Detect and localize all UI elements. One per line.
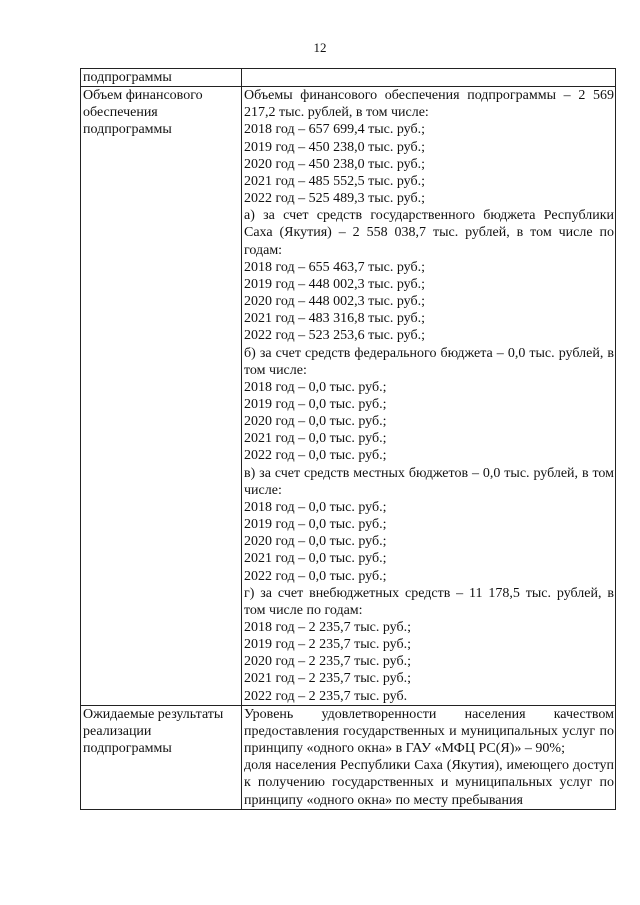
funding-year-line: 2020 год – 2 235,7 тыс. руб.; (244, 654, 411, 670)
content-paragraph: а) за счет средств государственного бюджета Республики Саха (Якутия) – 2 558 038,7 тыс. рублей, в том числе по годам: (244, 208, 614, 258)
row-content (242, 87, 616, 706)
funding-year-line: 2019 год – 0,0 тыс. руб.; (244, 396, 387, 412)
funding-year-line: 2022 год – 0,0 тыс. руб.; (244, 568, 387, 584)
funding-year-line: 2022 год – 523 253,6 тыс. руб.; (244, 328, 425, 344)
table-row (81, 69, 616, 87)
funding-year-line: 2020 год – 448 002,3 тыс. руб.; (244, 294, 425, 310)
funding-year-line: 2018 год – 0,0 тыс. руб.; (244, 379, 387, 395)
funding-year-line: 2020 год – 0,0 тыс. руб.; (244, 534, 387, 550)
funding-year-line: 2019 год – 448 002,3 тыс. руб.; (244, 276, 425, 292)
content-paragraph: г) за счет внебюджетных средств – 11 178,5 тыс. рублей, в том числе по годам: (244, 585, 614, 618)
funding-year-line: 2020 год – 450 238,0 тыс. руб.; (244, 156, 425, 172)
funding-year-line: 2018 год – 2 235,7 тыс. руб.; (244, 620, 411, 635)
row-label: подпрограммы (81, 69, 242, 87)
content-paragraph: б) за счет средств федерального бюджета – 0,0 тыс. рублей, в том числе: (244, 345, 614, 378)
table-row (81, 705, 616, 809)
funding-year-line: 2019 год – 2 235,7 тыс. руб.; (244, 637, 411, 653)
funding-year-line: 2021 год – 0,0 тыс. руб.; (244, 431, 387, 447)
funding-year-line: 2022 год – 2 235,7 тыс. руб. (244, 688, 408, 704)
content-paragraph: Объемы финансового обеспечения подпрограммы – 2 569 217,2 тыс. рублей, в том числе: (244, 88, 614, 121)
page-number: 12 (313, 40, 327, 55)
table-row (81, 87, 616, 706)
content-paragraph: Уровень удовлетворенности населения качеством предоставления государственных и муниципальных услуг по принципу «одного окна» в ГАУ «МФЦ РС(Я)» – 90%; (244, 706, 614, 757)
funding-year-line: 2021 год – 483 316,8 тыс. руб.; (244, 311, 425, 327)
row-content (242, 69, 616, 87)
funding-year-line: 2022 год – 525 489,3 тыс. руб.; (244, 191, 425, 207)
funding-year-line: 2019 год – 450 238,0 тыс. руб.; (244, 139, 425, 155)
funding-year-line: 2018 год – 657 699,4 тыс. руб.; (244, 122, 425, 138)
content-paragraph: в) за счет средств местных бюджетов – 0,0 тыс. рублей, в том числе: (244, 465, 614, 498)
funding-year-line: 2021 год – 2 235,7 тыс. руб.; (244, 671, 411, 687)
row-label: Объем финансового обеспечения подпрограммы (81, 87, 242, 706)
funding-year-line: 2020 год – 0,0 тыс. руб.; (244, 414, 387, 430)
content-paragraph: доля населения Республики Саха (Якутия), имеющего доступ к получению государственных и муниципальных услуг по принципу «одного окна» по месту пребывания (244, 758, 614, 808)
funding-year-line: 2021 год – 0,0 тыс. руб.; (244, 551, 387, 567)
funding-year-line: 2018 год – 655 463,7 тыс. руб.; (244, 259, 425, 275)
row-label: Ожидаемые результаты реализации подпрограммы (81, 705, 242, 809)
row-content (242, 705, 616, 809)
funding-year-line: 2019 год – 0,0 тыс. руб.; (244, 517, 387, 533)
funding-year-line: 2021 год – 485 552,5 тыс. руб.; (244, 173, 425, 189)
passport-table (80, 68, 616, 810)
funding-year-line: 2018 год – 0,0 тыс. руб.; (244, 499, 387, 515)
funding-year-line: 2022 год – 0,0 тыс. руб.; (244, 448, 387, 464)
